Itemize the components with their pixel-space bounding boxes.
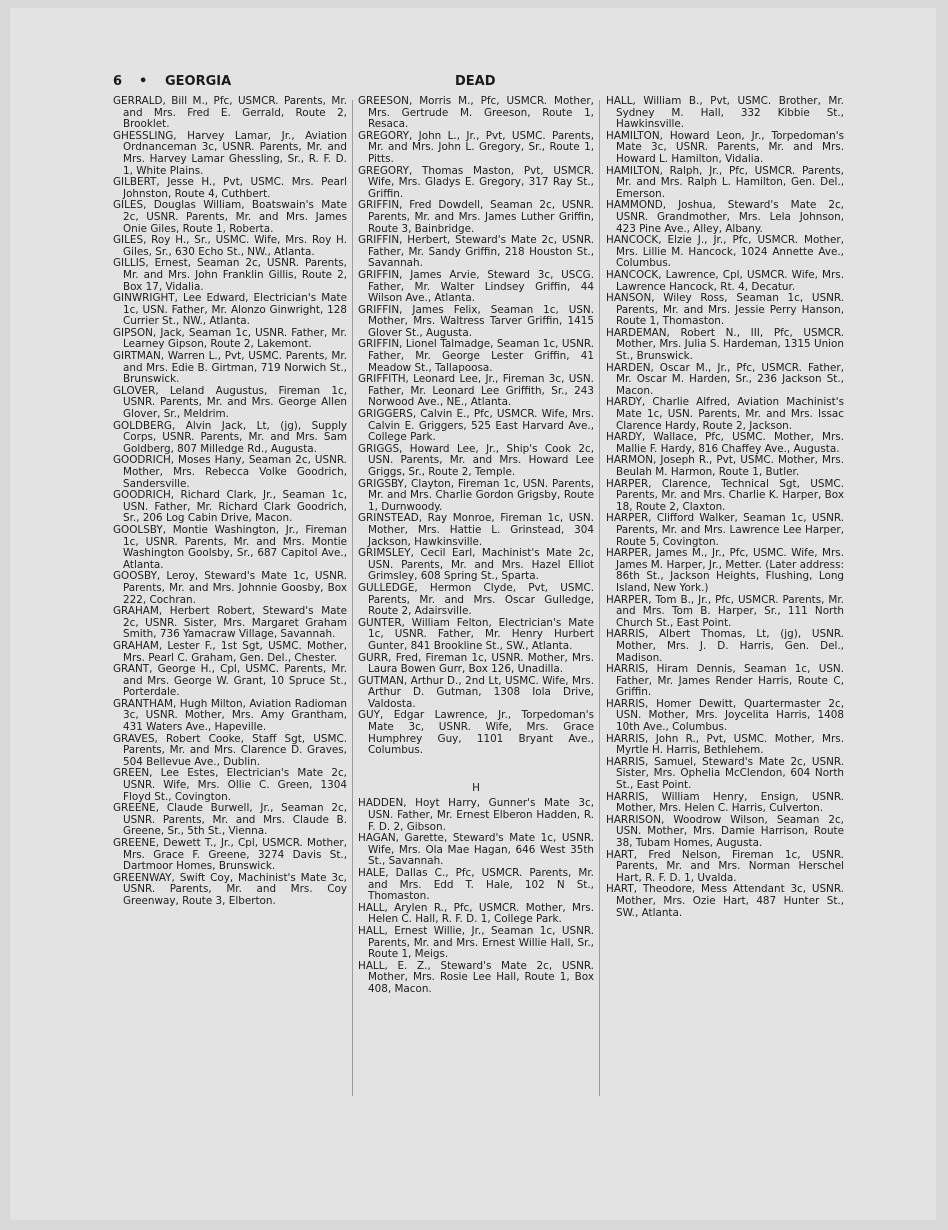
casualty-entry: GUNTER, William Felton, Electrician's Mate 1c, USNR. Father, Mr. Henry Hurbert Gunter, 841 Brookline St., SW., Atlanta. xyxy=(358,616,594,652)
section-letter: H xyxy=(472,781,480,794)
casualty-entry: GRIGGERS, Calvin E., Pfc, USMCR. Wife, Mrs. Calvin E. Griggers, 525 East Harvard Ave., College Park. xyxy=(358,408,594,444)
casualty-entry: HAMILTON, Ralph, Jr., Pfc, USMCR. Parents, Mr. and Mrs. Ralph L. Hamilton, Gen. Del., Emerson. xyxy=(606,164,844,200)
casualty-entry: GILES, Roy H., Sr., USMC. Wife, Mrs. Roy H. Giles, Sr., 630 Echo St., NW., Atlanta. xyxy=(113,234,347,258)
casualty-entry: GRIGSBY, Clayton, Fireman 1c, USN. Parents, Mr. and Mrs. Charlie Gordon Grigsby, Route 1, Durnwoody. xyxy=(358,477,594,513)
casualty-entry: HARRIS, John R., Pvt, USMC. Mother, Mrs. Myrtle H. Harris, Bethlehem. xyxy=(606,732,844,757)
casualty-entry: HARRIS, Hiram Dennis, Seaman 1c, USN. Father, Mr. James Render Harris, Route C, Griffin. xyxy=(606,663,844,699)
casualty-entry: GRIFFIN, James Felix, Seaman 1c, USN. Mother, Mrs. Waltress Tarver Griffin, 1415 Glover St., Augusta. xyxy=(358,303,594,339)
casualty-entry: GOLDBERG, Alvin Jack, Lt, (jg), Supply Corps, USNR. Parents, Mr. and Mrs. Sam Goldberg, 807 Milledge Rd., Augusta. xyxy=(113,419,347,455)
casualty-entry: HANCOCK, Lawrence, Cpl, USMCR. Wife, Mrs. Lawrence Hancock, Rt. 4, Decatur. xyxy=(606,268,844,293)
page-number: 6 xyxy=(113,74,123,89)
casualty-entry: HARRIS, Samuel, Steward's Mate 2c, USNR. Sister, Mrs. Ophelia McClendon, 604 North St., East Point. xyxy=(606,755,844,792)
casualty-entry: GURR, Fred, Fireman 1c, USNR. Mother, Mrs. Laura Bowen Gurr, Box 126, Unadilla. xyxy=(358,651,594,676)
casualty-entry: HARPER, Clarence, Technical Sgt, USMC. Parents, Mr. and Mrs. Charlie K. Harper, Box 18, Route 2, Claxton. xyxy=(606,477,844,513)
casualty-entry: HALL, E. Z., Steward's Mate 2c, USNR. Mother, Mrs. Rosie Lee Hall, Route 1, Box 408, Macon. xyxy=(358,959,594,995)
casualty-entry: HART, Fred Nelson, Fireman 1c, USNR. Parents, Mr. and Mrs. Norman Herschel Hart, R. F. D. 1, Uvalda. xyxy=(606,848,844,884)
casualty-entry: HARRIS, Homer Dewitt, Quartermaster 2c, USN. Mother, Mrs. Joycelita Harris, 1408 10th Ave., Columbus. xyxy=(606,697,844,734)
casualty-entry: HART, Theodore, Mess Attendant 3c, USNR. Mother, Mrs. Ozie Hart, 487 Hunter St., SW., Atlanta. xyxy=(606,883,844,919)
casualty-entry: HAMMOND, Joshua, Steward's Mate 2c, USNR. Grandmother, Mrs. Lela Johnson, 423 Pine Ave., Alley, Albany. xyxy=(606,199,844,235)
casualty-entry: HADDEN, Hoyt Harry, Gunner's Mate 3c, USN. Father, Mr. Ernest Elberon Hadden, R. F. D. 2, Gibson. xyxy=(358,797,594,833)
casualty-entry: GOOSBY, Leroy, Steward's Mate 1c, USNR. Parents, Mr. and Mrs. Johnnie Goosby, Box 222, Cochran. xyxy=(113,570,347,606)
casualty-entry: HALL, Ernest Willie, Jr., Seaman 1c, USNR. Parents, Mr. and Mrs. Ernest Willie Hall, Sr., Route 1, Meigs. xyxy=(358,924,594,961)
casualty-entry: HAMILTON, Howard Leon, Jr., Torpedoman's Mate 3c, USNR. Parents, Mr. and Mrs. Howard L. Hamilton, Vidalia. xyxy=(606,129,844,165)
casualty-entry: GRAHAM, Lester F., 1st Sgt, USMC. Mother, Mrs. Pearl C. Graham, Gen. Del., Chester. xyxy=(113,639,347,664)
casualty-entry: HALE, Dallas C., Pfc, USMCR. Parents, Mr. and Mrs. Edd T. Hale, 102 N St., Thomaston. xyxy=(358,867,594,903)
casualty-entry: HARDY, Wallace, Pfc, USMC. Mother, Mrs. Mallie F. Hardy, 816 Chaffey Ave., Augusta. xyxy=(606,431,844,455)
casualty-entry: GRAVES, Robert Cooke, Staff Sgt, USMC. Parents, Mr. and Mrs. Clarence D. Graves, 504 Bellevue Ave., Dublin. xyxy=(113,732,347,768)
casualty-entry: GILLIS, Ernest, Seaman 2c, USNR. Parents, Mr. and Mrs. John Franklin Gillis, Route 2, Box 17, Vidalia. xyxy=(113,257,347,293)
column-3 xyxy=(606,96,844,919)
page-header xyxy=(113,74,843,90)
casualty-entry: HALL, Arylen R., Pfc, USMCR. Mother, Mrs. Helen C. Hall, R. F. D. 1, College Park. xyxy=(358,901,594,926)
casualty-entry: GRIMSLEY, Cecil Earl, Machinist's Mate 2c, USN. Parents, Mr. and Mrs. Hazel Elliot Grimsley, 608 Spring St., Sparta. xyxy=(358,547,594,583)
casualty-entry: GRIGGS, Howard Lee, Jr., Ship's Cook 2c, USN. Parents, Mr. and Mrs. Howard Lee Griggs, Sr., Route 2, Temple. xyxy=(358,442,594,478)
casualty-entry: GREENE, Claude Burwell, Jr., Seaman 2c, USNR. Parents, Mr. and Mrs. Claude B. Greene, Sr., 5th St., Vienna. xyxy=(113,802,347,838)
casualty-entry: GULLEDGE, Hermon Clyde, Pvt, USMC. Parents, Mr. and Mrs. Oscar Gulledge, Route 2, Adairsville. xyxy=(358,581,594,618)
header-bullet: • xyxy=(139,74,148,89)
casualty-entry: GREENE, Dewett T., Jr., Cpl, USMCR. Mother, Mrs. Grace F. Greene, 3274 Davis St., Dartmoor Homes, Brunswick. xyxy=(113,837,347,873)
casualty-entry: HARDEN, Oscar M., Jr., Pfc, USMCR. Father, Mr. Oscar M. Harden, Sr., 236 Jackson St., Macon. xyxy=(606,361,844,397)
casualty-entry: GOODRICH, Moses Hany, Seaman 2c, USNR. Mother, Mrs. Rebecca Volke Goodrich, Sandersville. xyxy=(113,454,347,490)
casualty-entry: HARRIS, Albert Thomas, Lt, (jg), USNR. Mother, Mrs. J. D. Harris, Gen. Del., Madison. xyxy=(606,628,844,664)
casualty-entry: HAGAN, Garette, Steward's Mate 1c, USNR. Wife, Mrs. Ola Mae Hagan, 646 West 35th St., Savannah. xyxy=(358,832,594,868)
casualty-entry: GREEN, Lee Estes, Electrician's Mate 2c, USNR. Wife, Mrs. Ollie C. Green, 1304 Floyd St., Covington. xyxy=(113,767,347,803)
casualty-entry: GUY, Edgar Lawrence, Jr., Torpedoman's Mate 3c, USNR. Wife, Mrs. Grace Humphrey Guy, 1101 Bryant Ave., Columbus. xyxy=(358,709,594,757)
casualty-entry: HARRISON, Woodrow Wilson, Seaman 2c, USN. Mother, Mrs. Damie Harrison, Route 38, Tubam Homes, Augusta. xyxy=(606,813,844,849)
casualty-entry: GILBERT, Jesse H., Pvt, USMC. Mrs. Pearl Johnston, Route 4, Cuthbert. xyxy=(113,176,347,200)
casualty-entry: GLOVER, Leland Augustus, Fireman 1c, USNR. Parents, Mr. and Mrs. George Allen Glover, Sr., Meldrim. xyxy=(113,384,347,421)
state-name: GEORGIA xyxy=(165,74,232,89)
column-divider xyxy=(352,100,353,1096)
casualty-entry: GRAHAM, Herbert Robert, Steward's Mate 2c, USNR. Sister, Mrs. Margaret Graham Smith, 736 Yamacraw Village, Savannah. xyxy=(113,605,347,641)
casualty-entry: GRIFFIN, James Arvie, Steward 3c, USCG. Father, Mr. Walter Lindsey Griffin, 44 Wilson Ave., Atlanta. xyxy=(358,268,594,305)
casualty-entry: GILES, Douglas William, Boatswain's Mate 2c, USNR. Parents, Mr. and Mrs. James Onie Giles, Route 1, Roberta. xyxy=(113,199,347,235)
casualty-entry: GREENWAY, Swift Coy, Machinist's Mate 3c, USNR. Parents, Mr. and Mrs. Coy Greenway, Route 3, Elberton. xyxy=(113,871,347,907)
casualty-entry: GIRTMAN, Warren L., Pvt, USMC. Parents, Mr. and Mrs. Edie B. Girtman, 719 Norwich St., Brunswick. xyxy=(113,350,347,386)
casualty-entry: GRIFFIN, Lionel Talmadge, Seaman 1c, USNR. Father, Mr. George Lester Griffin, 41 Meadow St., Tallapoosa. xyxy=(358,338,594,374)
casualty-entry: GERRALD, Bill M., Pfc, USMCR. Parents, Mr. and Mrs. Fred E. Gerrald, Route 2, Brooklet. xyxy=(113,95,347,131)
casualty-entry: GRIFFITH, Leonard Lee, Jr., Fireman 3c, USN. Father, Mr. Leonard Lee Griffith, Sr., 243 Norwood Ave., NE., Atlanta. xyxy=(358,373,594,409)
column-2 xyxy=(358,96,594,996)
casualty-entry: GHESSLING, Harvey Lamar, Jr., Aviation Ordnanceman 3c, USNR. Parents, Mr. and Mrs. Harvey Lamar Ghessling, Sr., R. F. D. 1, White Plains. xyxy=(113,129,347,177)
casualty-entry: HARPER, James M., Jr., Pfc, USMC. Wife, Mrs. James M. Harper, Jr., Metter. (Later address: 86th St., Jackson Heights, Flushing, Long Island, New York.) xyxy=(606,547,844,594)
casualty-entry: GUTMAN, Arthur D., 2nd Lt, USMC. Wife, Mrs. Arthur D. Gutman, 1308 Iola Drive, Valdosta. xyxy=(358,674,594,710)
casualty-entry: GRANTHAM, Hugh Milton, Aviation Radioman 3c, USNR. Mother, Mrs. Amy Grantham, 431 Waters Ave., Hapeville. xyxy=(113,697,347,734)
casualty-entry: GINWRIGHT, Lee Edward, Electrician's Mate 1c, USN. Father, Mr. Alonzo Ginwright, 128 Currier St., NW., Atlanta. xyxy=(113,292,347,328)
casualty-entry: GREGORY, John L., Jr., Pvt, USMC. Parents, Mr. and Mrs. John L. Gregory, Sr., Route 1, Pitts. xyxy=(358,129,594,165)
column-1 xyxy=(113,96,347,908)
casualty-entry: HARMON, Joseph R., Pvt, USMC. Mother, Mrs. Beulah M. Harmon, Route 1, Butler. xyxy=(606,454,844,478)
casualty-entry: HARRIS, William Henry, Ensign, USNR. Mother, Mrs. Helen C. Harris, Culverton. xyxy=(606,790,844,815)
casualty-entry: HARDEMAN, Robert N., III, Pfc, USMCR. Mother, Mrs. Julia S. Hardeman, 1315 Union St., Brunswick. xyxy=(606,326,844,363)
casualty-entry: HARDY, Charlie Alfred, Aviation Machinist's Mate 1c, USN. Parents, Mr. and Mrs. Issac Clarence Hardy, Route 2, Jackson. xyxy=(606,396,844,432)
casualty-entry: GRINSTEAD, Ray Monroe, Fireman 1c, USN. Mother, Mrs. Hattie L. Grinstead, 304 Jackson, Hawkinsville. xyxy=(358,512,594,548)
casualty-entry: GREGORY, Thomas Maston, Pvt, USMCR. Wife, Mrs. Gladys E. Gregory, 317 Ray St., Griffin. xyxy=(358,164,594,200)
casualty-entry: HANSON, Wiley Ross, Seaman 1c, USNR. Parents, Mr. and Mrs. Jessie Perry Hanson, Route 1, Thomaston. xyxy=(606,292,844,328)
casualty-entry: GIPSON, Jack, Seaman 1c, USNR. Father, Mr. Learney Gipson, Route 2, Lakemont. xyxy=(113,326,347,351)
casualty-entry: GOOLSBY, Montie Washington, Jr., Fireman 1c, USNR. Parents, Mr. and Mrs. Montie Washington Goolsby, Sr., 687 Capitol Ave., Atlanta. xyxy=(113,523,347,571)
casualty-entry: HALL, William B., Pvt, USMC. Brother, Mr. Sydney M. Hall, 332 Kibbie St., Hawkinsville. xyxy=(606,95,844,131)
casualty-entry: GREESON, Morris M., Pfc, USMCR. Mother, Mrs. Gertrude M. Greeson, Route 1, Resaca. xyxy=(358,95,594,131)
casualty-entry: GRIFFIN, Herbert, Steward's Mate 2c, USNR. Father, Mr. Sandy Griffin, 218 Houston St., Savannah. xyxy=(358,234,594,270)
casualty-entry: HANCOCK, Elzie J., Jr., Pfc, USMCR. Mother, Mrs. Lillie M. Hancock, 1024 Annette Ave., Columbus. xyxy=(606,234,844,270)
casualty-entry: GRIFFIN, Fred Dowdell, Seaman 2c, USNR. Parents, Mr. and Mrs. James Luther Griffin, Route 3, Bainbridge. xyxy=(358,199,594,235)
casualty-entry: GOODRICH, Richard Clark, Jr., Seaman 1c, USN. Father, Mr. Richard Clark Goodrich, Sr., 206 Log Cabin Drive, Macon. xyxy=(113,489,347,525)
column-divider xyxy=(599,100,600,1096)
casualty-entry: GRANT, George H., Cpl, USMC. Parents, Mr. and Mrs. George W. Grant, 10 Spruce St., Porterdale. xyxy=(113,663,347,699)
casualty-entry: HARPER, Clifford Walker, Seaman 1c, USNR. Parents, Mr. and Mrs. Lawrence Lee Harper, Route 5, Covington. xyxy=(606,512,844,548)
casualty-entry: HARPER, Tom B., Jr., Pfc, USMCR. Parents, Mr. and Mrs. Tom B. Harper, Sr., 111 North Church St., East Point. xyxy=(606,593,844,629)
category-label: DEAD xyxy=(455,74,496,89)
